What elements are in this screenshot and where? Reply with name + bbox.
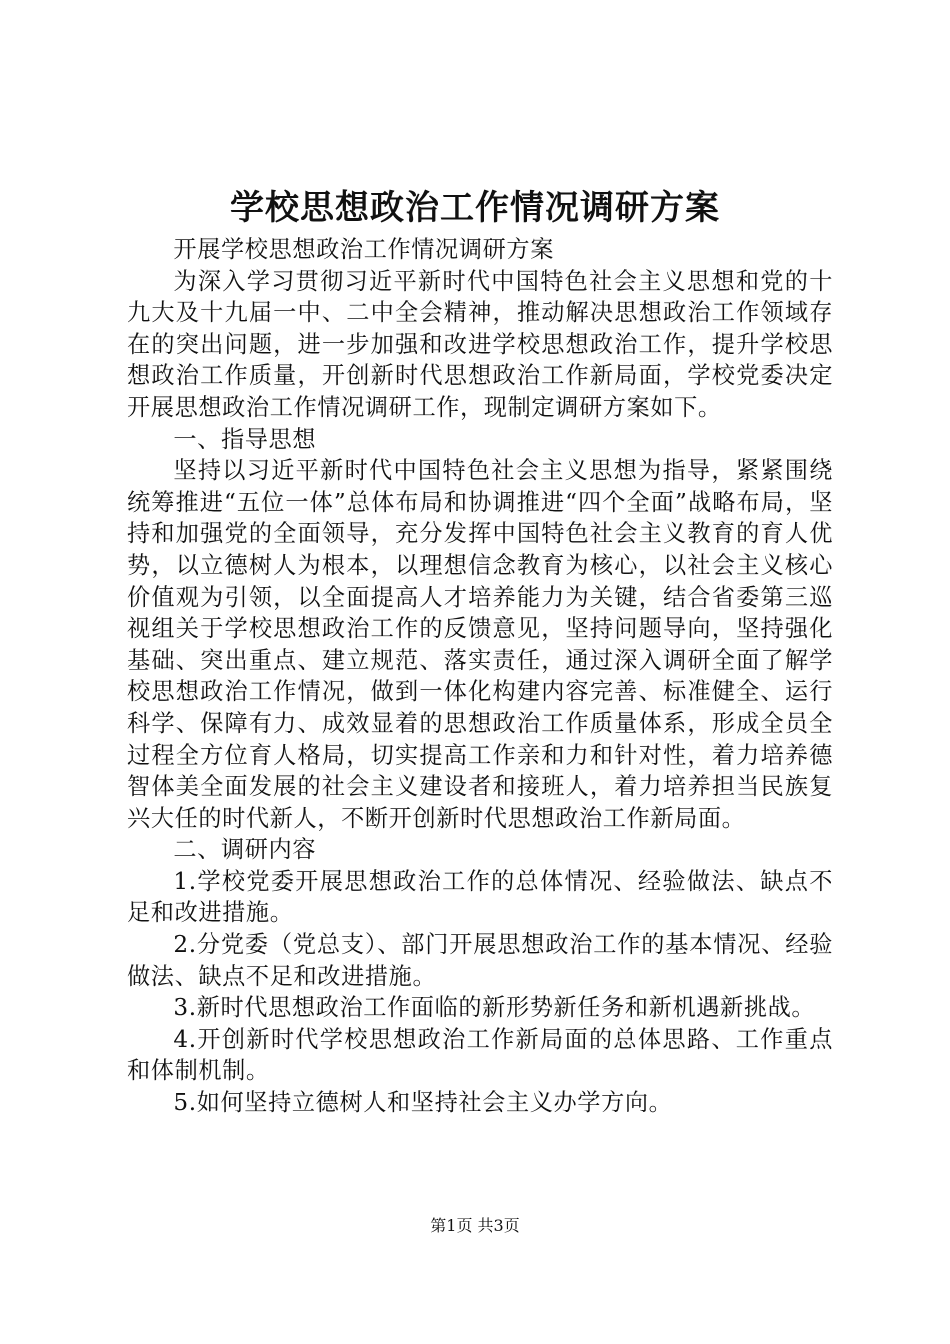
section-heading-research-content: 二、调研内容 <box>173 836 317 864</box>
section-heading-guiding-ideology: 一、指导思想 <box>173 425 317 453</box>
document-body <box>127 234 833 1119</box>
list-item-2: 2.分党委（党总支）、部门开展思想政治工作的基本情况、经验做法、缺点不足和改进措施。 <box>127 931 833 990</box>
page-footer <box>0 1215 950 1237</box>
list-item-4: 4.开创新时代学校思想政治工作新局面的总体思路、工作重点和体制机制。 <box>127 1025 833 1085</box>
paragraph-subtitle: 开展学校思想政治工作情况调研方案 <box>173 236 554 263</box>
document-title: 学校思想政治工作情况调研方案 <box>230 188 720 228</box>
paragraph-intro: 为深入学习贯彻习近平新时代中国特色社会主义思想和党的十九大及十九届一中、二中全会精神，推动解决思想政治工作领域存在的突出问题，进一步加强和改进学校思想政治工作，提升学校思想政治工作质量，开创新时代思想政治工作新局面，学校党委决定开展思想政治工作情况调研工作，现制定调研方案如下。 <box>127 267 833 421</box>
page-indicator: 第1页 共3页 <box>430 1216 520 1235</box>
list-item-1: 1.学校党委开展思想政治工作的总体情况、经验做法、缺点不足和改进措施。 <box>127 867 833 927</box>
list-item-3: 3.新时代思想政治工作面临的新形势新任务和新机遇新挑战。 <box>173 994 816 1022</box>
paragraph-guiding-ideology: 坚持以习近平新时代中国特色社会主义思想为指导，紧紧围绕统筹推进“五位一体”总体布局和协调推进“四个全面”战略布局，坚持和加强党的全面领导，充分发挥中国特色社会主义教育的育人优势，以立德树人为根本，以理想信念教育为核心，以社会主义核心价值观为引领，以全面提高人才培养能力为关键，结合省委第三巡视组关于学校思想政治工作的反馈意见，坚持问题导向，坚持强化基础、突出重点、建立规范、落实责任，通过深入调研全面了解学校思想政治工作情况，做到一体化构建内容完善、标准健全、运行科学、保障有力、成效显着的思想政治工作质量体系，形成全员全过程全方位育人格局，切实提高工作亲和力和针对性，着力培养德智体美全面发展的社会主义建设者和接班人，着力培养担当民族复兴大任的时代新人，不断开创新时代思想政治工作新局面。 <box>127 457 833 832</box>
list-item-5: 5.如何坚持立德树人和坚持社会主义办学方向。 <box>173 1089 673 1117</box>
